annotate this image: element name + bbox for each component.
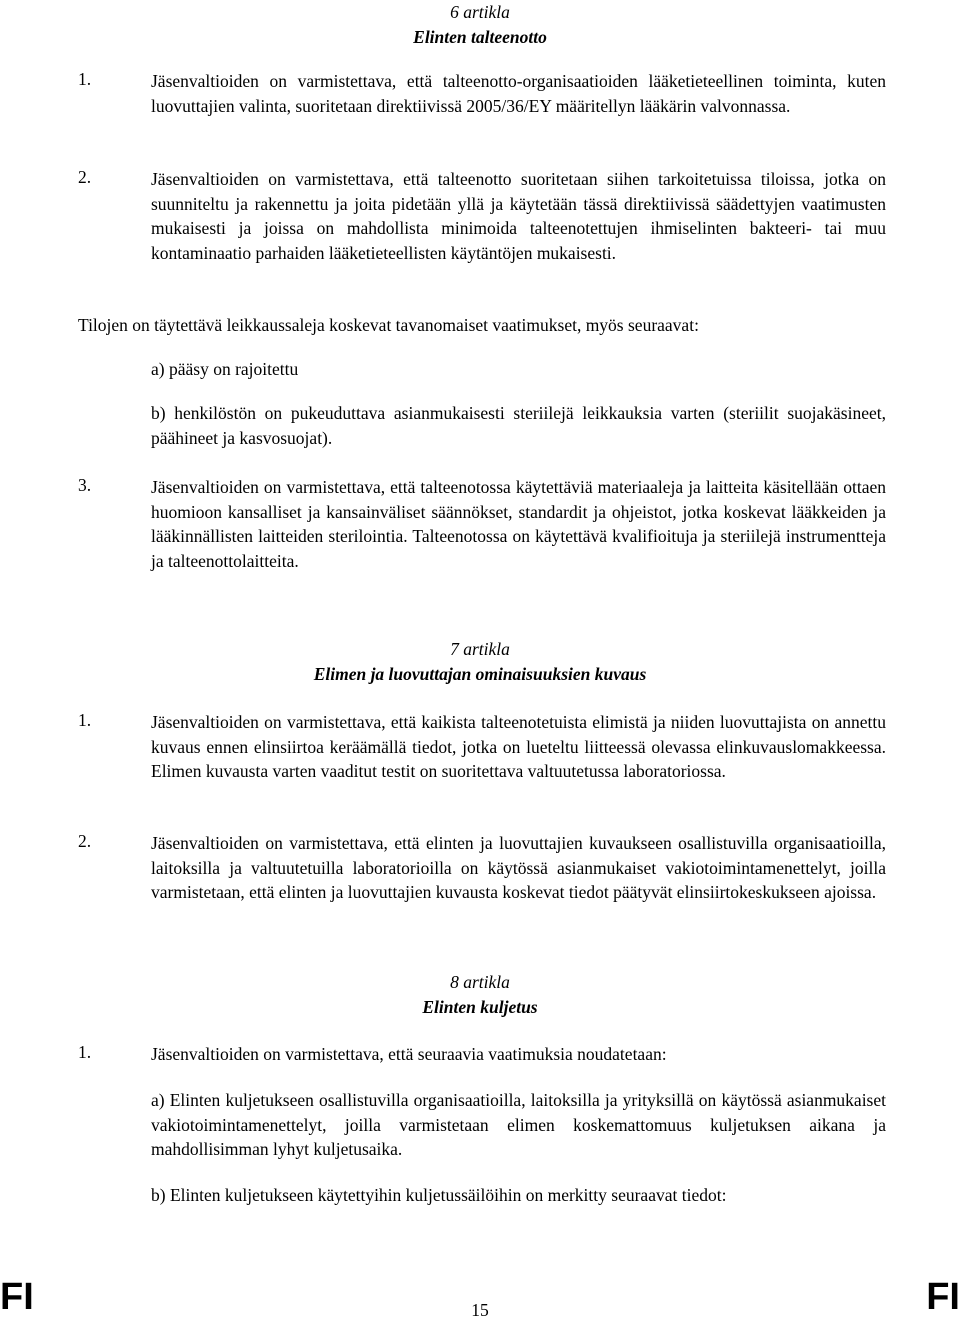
article-6-paragraph-1	[78, 69, 886, 118]
paragraph-number: 1.	[78, 710, 92, 730]
paragraph-text: Jäsenvaltioiden on varmistettava, että kaikista talteenotetuista elimistä ja niiden luovuttajista on annettu kuvaus ennen elinsiirtoa keräämällä tiedot, jotka on lueteltu liitteessä olevassa elinkuvauslomakkeessa. Elimen kuvausta varten vaaditut testit on suoritettava valtuutetussa laboratoriossa.	[151, 712, 886, 782]
paragraph-text: Jäsenvaltioiden on varmistettava, että talteenotossa käytettäviä materiaaleja ja laitteita käsitellään ottaen huomioon kansalliset ja kansainväliset säännökset, standardit ja ohjeistot, jotka koskevat lääkkeiden ja lääkinnällisten laitteiden sterilointia. Talteenotossa on käytettävä kvalifioituja ja steriilejä instrumentteja ja talteenottolaitteita.	[151, 477, 886, 571]
page-number: 15	[471, 1300, 489, 1320]
article-7-heading	[0, 637, 960, 687]
footer-language-left: FI	[0, 1276, 34, 1318]
article-7-paragraph-1	[78, 710, 886, 784]
article-8-paragraph-1	[78, 1042, 886, 1067]
article-6-paragraph-2	[78, 167, 886, 265]
article-7-title: Elimen ja luovuttajan ominaisuuksien kuvaus	[313, 664, 647, 684]
paragraph-number: 2.	[78, 831, 92, 851]
footer-language-right: FI	[926, 1276, 960, 1318]
article-6-number: 6 artikla	[450, 2, 510, 22]
article-8-sub-b: b) Elinten kuljetukseen käytettyihin kuljetussäilöihin on merkitty seuraavat tiedot:	[151, 1185, 727, 1205]
article-6-heading	[0, 0, 960, 50]
article-6-sub-b: b) henkilöstön on pukeuduttava asianmukaisesti steriilejä leikkauksia varten (steriilit suojakäsineet, päähineet ja kasvosuojat).	[151, 403, 886, 448]
article-6-paragraph-3	[78, 475, 886, 573]
article-6-sub-a: a) pääsy on rajoitettu	[151, 359, 299, 379]
paragraph-text: Jäsenvaltioiden on varmistettava, että elinten ja luovuttajien kuvaukseen osallistuvilla organisaatioilla, laitoksilla ja valtuutetuilla laboratorioilla on käytössä asianmukaiset vakiotoimintamenettelyt, joilla varmistetaan, että elinten ja luovuttajien kuvausta koskevat tiedot päätyvät elinsiirtokeskukseen ajoissa.	[151, 833, 886, 903]
article-7-number: 7 artikla	[450, 639, 510, 659]
paragraph-number: 2.	[78, 167, 92, 187]
paragraph-text: Jäsenvaltioiden on varmistettava, että talteenotto suoritetaan siihen tarkoitetuissa tiloissa, jotka on suunniteltu ja rakennettu ja joita pidetään yllä ja käytetään tässä direktiivissä säädettyjen vaatimusten mukaisesti ja joissa on mahdollista minimoida talteenotettujen ihmiselinten bakteeri- tai muu kontaminaatio parhaiden lääketieteellisten käytäntöjen mukaisesti.	[151, 169, 886, 263]
article-8-sub-a: a) Elinten kuljetukseen osallistuvilla organisaatioilla, laitoksilla ja yrityksillä on käytössä asianmukaiset vakiotoimintamenettelyt, joilla varmistetaan elimen koskemattomuus kuljetuksen aikana ja mahdollisimman lyhyt kuljetusaika.	[151, 1090, 886, 1160]
article-8-number: 8 artikla	[450, 972, 510, 992]
article-8-title: Elinten kuljetus	[422, 997, 538, 1017]
paragraph-number: 1.	[78, 1042, 92, 1062]
article-7-paragraph-2	[78, 831, 886, 905]
paragraph-number: 1.	[78, 69, 92, 89]
paragraph-text: Jäsenvaltioiden on varmistettava, että talteenotto-organisaatioiden lääketieteellinen toiminta, kuten luovuttajien valinta, suoritetaan direktiivissä 2005/36/EY määritellyn lääkärin valvonnassa.	[151, 71, 886, 116]
article-8-heading	[0, 970, 960, 1020]
paragraph-text: Jäsenvaltioiden on varmistettava, että seuraavia vaatimuksia noudatetaan:	[151, 1044, 667, 1064]
article-6-facilities-text: Tilojen on täytettävä leikkaussaleja koskevat tavanomaiset vaatimukset, myös seuraavat:	[78, 315, 699, 335]
article-6-title: Elinten talteenotto	[413, 27, 547, 47]
paragraph-number: 3.	[78, 475, 92, 495]
